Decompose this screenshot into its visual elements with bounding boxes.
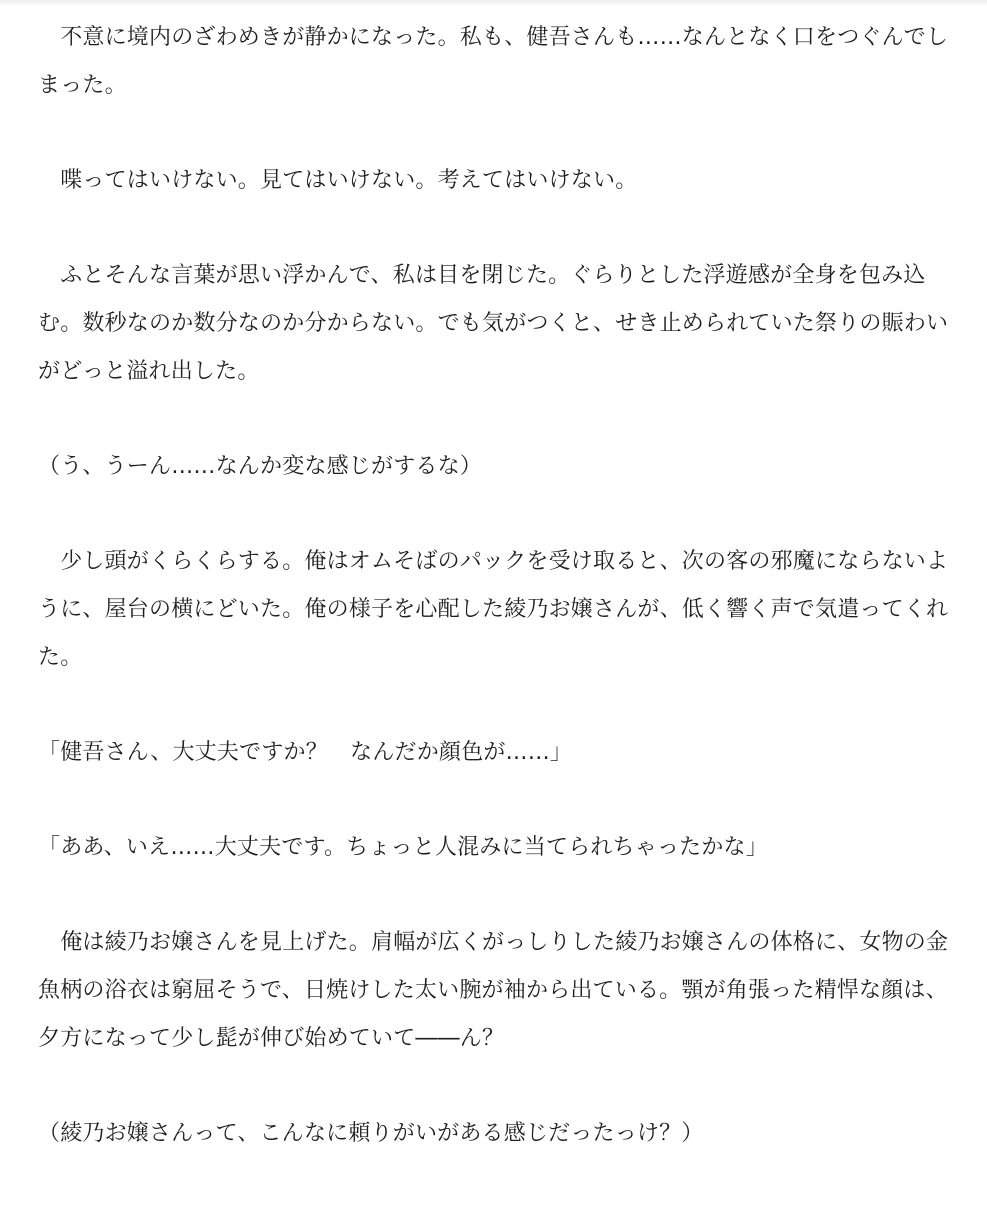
- paragraph: （う、うーん……なんか変な感じがするな）: [38, 454, 483, 479]
- top-edge-shadow: [0, 0, 987, 6]
- paragraph: 「健吾さん、大丈夫ですか？ なんだか顔色が……」: [38, 740, 573, 765]
- paragraph: 俺は綾乃お嬢さんを見上げた。肩幅が広くがっしりした綾乃お嬢さんの体格に、女物の金魚柄の浴衣は窮屈そうで、日焼けした太い腕が袖から出ている。顎が角張った精悍な顔は、夕方になって少し髭が伸び始めていて――ん？: [38, 930, 949, 1051]
- paragraph: 不意に境内のざわめきが静かになった。私も、健吾さんも……なんとなく口をつぐんでしまった。: [38, 25, 949, 98]
- paragraph: 「ああ、いえ……大丈夫です。ちょっと人混みに当てられちゃったかな」: [38, 835, 768, 860]
- story-text: [38, 14, 950, 1205]
- paragraph: 少し頭がくらくらする。俺はオムそばのパックを受け取ると、次の客の邪魔にならないように、屋台の横にどいた。俺の様子を心配した綾乃お嬢さんが、低く響く声で気遣ってくれた。: [38, 549, 949, 670]
- paragraph: ふとそんな言葉が思い浮かんで、私は目を閉じた。ぐらりとした浮遊感が全身を包み込む。数秒なのか数分なのか分からない。でも気がつくと、せき止められていた祭りの賑わいがどっと溢れ出した。: [38, 263, 949, 384]
- paragraph: 喋ってはいけない。見てはいけない。考えてはいけない。: [38, 168, 638, 193]
- paragraph: （綾乃お嬢さんって、こんなに頼りがいがある感じだったっけ？）: [38, 1121, 704, 1146]
